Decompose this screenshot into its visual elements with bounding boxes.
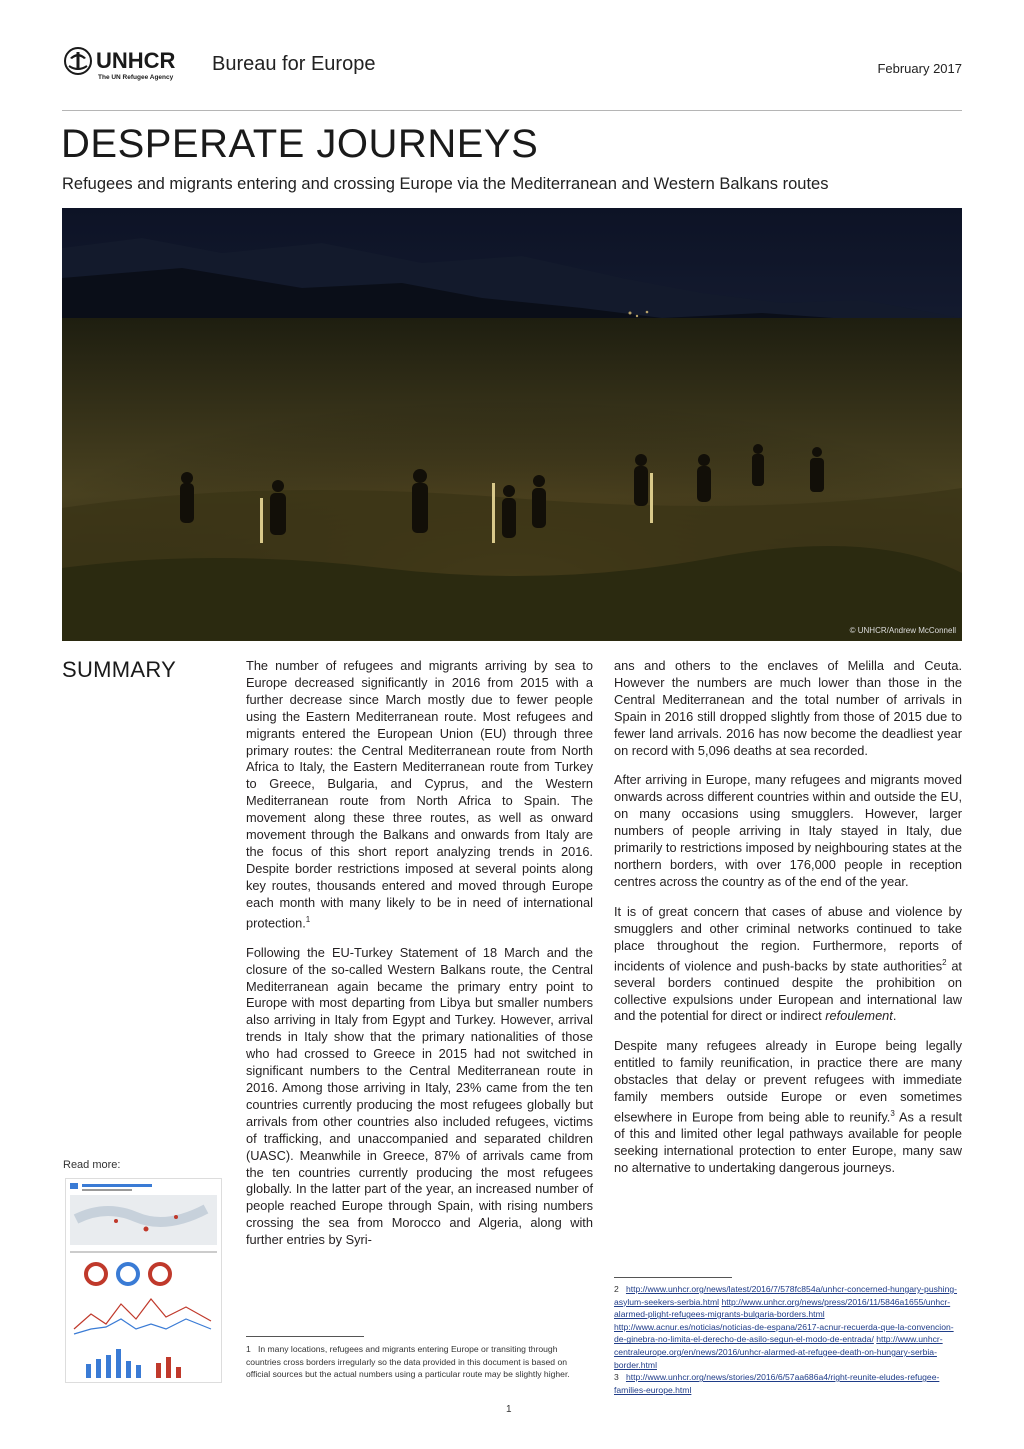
photo-credit: © UNHCR/Andrew McConnell: [849, 626, 956, 635]
footnote-divider: [614, 1277, 732, 1278]
footnote-2: [614, 1283, 962, 1396]
footnote-divider: [246, 1336, 364, 1337]
summary-column-right: [614, 658, 962, 1190]
header-divider: [62, 110, 962, 111]
footnote-ref[interactable]: 3: [890, 1109, 895, 1119]
emphasis-text: refoulement: [825, 1008, 893, 1024]
paragraph: [246, 658, 593, 932]
footnote-1: [246, 1343, 592, 1381]
logo-tagline: The UN Refugee Agency: [98, 74, 174, 81]
paragraph: ans and others to the enclaves of Melilla and Ceuta. However the numbers are much lower than those in the Central Mediterranean and the total number of arrivals in Spain in 2016 still dropped slightly from those of 2015 due to fewer land arrivals. 2016 has now become the deadliest year on record with 5,096 deaths at sea recorded.: [614, 658, 962, 758]
cover-photo: [62, 208, 962, 641]
footnote-link[interactable]: http://www.unhcr.org/news/press/2016/11/5846a1655/unhcr-alarmed-plight-refugees-migrants-bulgaria-borders.html: [614, 1296, 951, 1320]
document-title: DESPERATE JOURNEYS: [61, 122, 539, 166]
paragraph-text: .: [892, 1008, 897, 1024]
summary-column-left: [246, 658, 593, 1262]
paragraph-text: It is of great concern that cases of abuse and violence by smugglers and other criminal networks continued to take place throughout the region. Furthermore, reports of incidents of violence and push-backs by state authorities: [614, 903, 962, 973]
paragraph: [614, 904, 962, 1026]
paragraph-text: at several borders continued despite the prohibition on collective expulsions under European and international law and the potential for direct or indirect: [614, 957, 962, 1024]
read-more-thumbnail[interactable]: [65, 1178, 222, 1383]
summary-heading: SUMMARY: [62, 657, 177, 682]
publication-date: February 2017: [877, 61, 962, 76]
paragraph: After arriving in Europe, many refugees and migrants moved onwards across different countries within and outside the EU, on many occasions using smugglers. However, larger numbers of people arriving in Italy stayed in Italy, due primarily to restrictions imposed by neighbouring states at the northern borders, with over 176,000 people in reception centres across the country as of the end of the year.: [614, 772, 962, 889]
footnote-number: 1: [246, 1344, 251, 1354]
paragraph: [614, 1038, 962, 1177]
footnote-number: 3: [614, 1372, 619, 1383]
footnote-link[interactable]: http://www.unhcr-centraleurope.org/en/news/2016/unhcr-alarmed-at-refugee-death-on-hungary-serbia-border.html: [614, 1334, 943, 1370]
logo-text: UNHCR: [96, 48, 176, 73]
document-subtitle: Refugees and migrants entering and crossing Europe via the Mediterranean and Western Balkans routes: [62, 175, 829, 193]
footnote-entry: [614, 1371, 962, 1396]
footnote-entry: [614, 1283, 962, 1371]
footnote-link[interactable]: http://www.acnur.es/noticias/noticias-de-espana/2617-acnur-recuerda-que-la-convencion-de-ginebra-no-limita-el-derecho-de-asilo-segun-el-modo-de-entrada/: [614, 1321, 954, 1345]
read-more-label: Read more:: [63, 1159, 121, 1171]
paragraph-text: Despite many refugees already in Europe being legally entitled to family reunification, in practice there are many obstacles that delay or prevent refugees with immediate family members outside Europe or even sometimes elsewhere in Europe from being able to reunify.: [614, 1038, 962, 1125]
bureau-name: Bureau for Europe: [212, 53, 376, 75]
unhcr-logo: [62, 46, 200, 82]
footnote-number: 2: [614, 1284, 619, 1294]
paragraph-text: The number of refugees and migrants arriving by sea to Europe decreased significantly in 2016 from 2015 with a further decrease since March mostly due to fewer people using the Eastern Mediterranean route. Most refugees and migrants entered the European Union (EU) through three primary routes: the Central Mediterranean route from North Africa to Italy, the Eastern Mediterranean route from Turkey to Greece, Bulgaria, and Cyprus, and the Western Mediterranean route from North Africa to Spain. The movement along these three routes, as well as onward movement through the Balkans and onwards from Italy are the focus of this short report analyzing trends in 2016. Despite border restrictions imposed at several points along key routes, thousands entered and moved through Europe each month with many likely to be in need of international protection.: [246, 658, 593, 930]
page-number: 1: [506, 1404, 512, 1415]
footnote-text: In many locations, refugees and migrants entering Europe or transiting through countries cross borders irregularly so the data provided in this document is based on official sources but the actual numbers using a particular route may be slightly higher.: [246, 1344, 570, 1380]
footnote-ref[interactable]: 1: [305, 914, 311, 924]
paragraph: Following the EU-Turkey Statement of 18 March and the closure of the so-called Western Balkans route, the Central Mediterranean again became the primary entry point to Europe with most departing from Libya but smaller numbers also arriving in Italy from Egypt and Turkey. However, arrival trends in Italy show that the primary nationalities of those who had crossed to Greece in 2015 had not switched in significant numbers to the Central Mediterranean route in 2016. Among those arriving in Italy, 23% came from the ten countries currently producing the most refugees globally but arrivals from other countries also included refugees, victims of trafficking, and unaccompanied and separated children (UASC). Meanwhile in Greece, 87% of arrivals came from the ten countries currently producing the most refugees globally. In the latter part of the year, an increased number of people reached Europe through Spain, with rising numbers crossing the sea from Morocco and Algeria, along with further entries by Syri-: [246, 944, 593, 1248]
footnote-link[interactable]: http://www.unhcr.org/news/latest/2016/7/578fc854a/unhcr-concerned-hungary-pushing-asylum-seekers-serbia.html: [614, 1284, 958, 1307]
footnote-ref[interactable]: 2: [942, 957, 947, 967]
paragraph-text: As a result of this and limited other legal pathways available for people seeking international protection to enter Europe, many saw no alternative to undertaking dangerous journeys.: [614, 1109, 963, 1175]
footnote-link[interactable]: http://www.unhcr.org/news/stories/2016/6/57aa686a4/right-reunite-eludes-refugee-families-europe.html: [614, 1372, 940, 1395]
